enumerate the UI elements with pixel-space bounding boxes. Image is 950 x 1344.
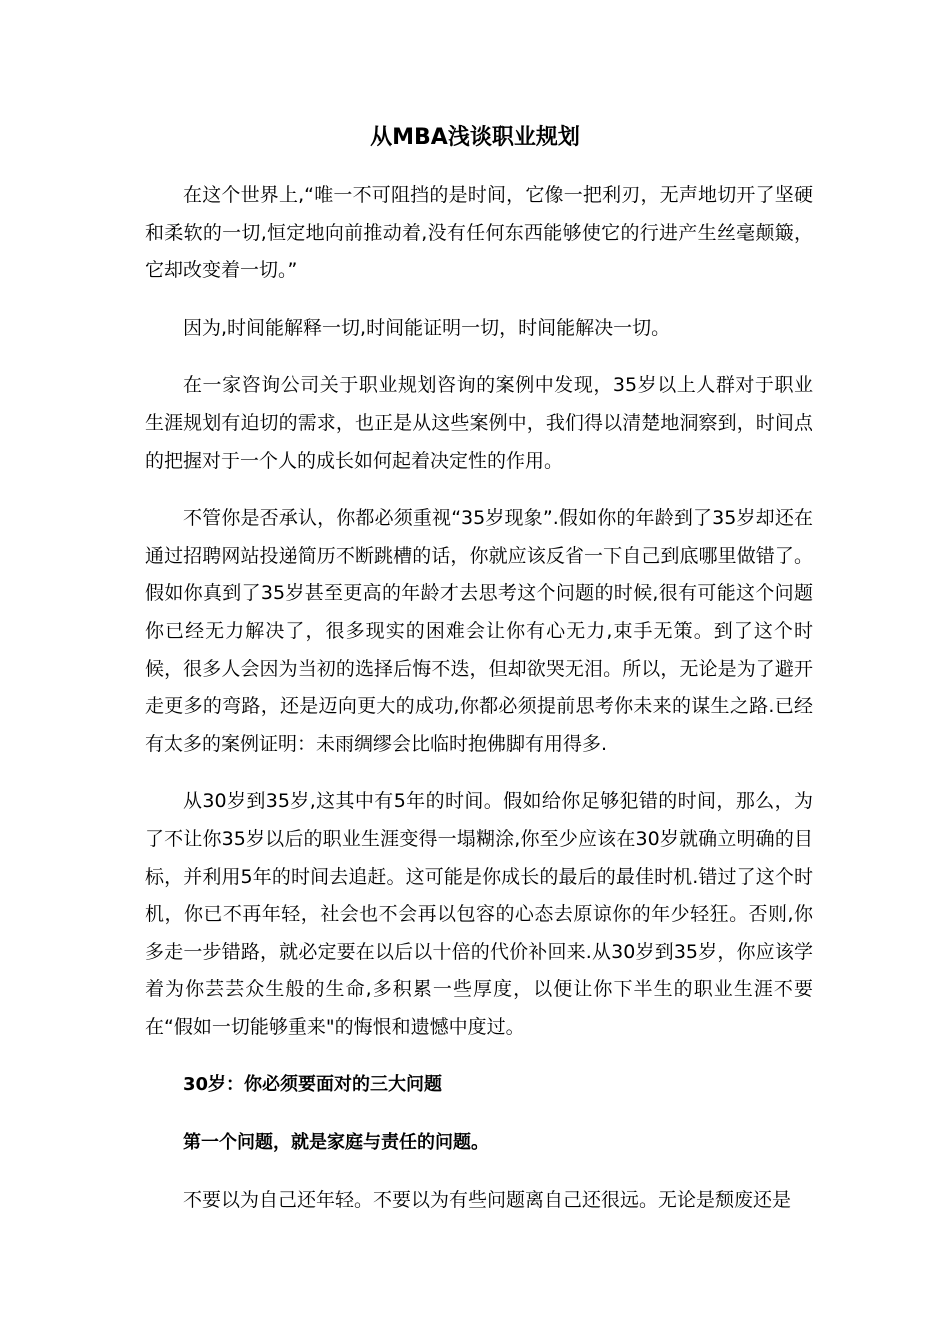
paragraph-4: 不管你是否承认，你都必须重视“35岁现象”.假如你的年龄到了35岁却还在通过招聘网站投递简历不断跳槽的话，你就应该反省一下自己到底哪里做错了。假如你真到了35岁甚至更高的年龄才去思考这个问题的时候,很有可能这个问题你已经无力解决了，很多现实的困难会让你有心无力,束手无策。到了这个时候，很多人会因为当初的选择后悔不迭，但却欲哭无泪。所以，无论是为了避开走更多的弯路，还是迈向更大的成功,你都必须提前思考你未来的谋生之路.已经有太多的案例证明：未雨绸缪会比临时抱佛脚有用得多. [145,507,813,755]
paragraph-6: 不要以为自己还年轻。不要以为有些问题离自己还很远。无论是颓废还是 [183,1188,792,1211]
paragraph-3: 在一家咨询公司关于职业规划咨询的案例中发现，35岁以上人群对于职业生涯规划有迫切的需求，也正是从这些案例中，我们得以清楚地洞察到，时间点的把握对于一个人的成长如何起着决定性的作用。 [145,374,813,472]
document-title: 从MBA浅谈职业规划 [370,125,580,150]
section-heading: 30岁：你必须要面对的三大问题 [183,1074,443,1096]
paragraph-5: 从30岁到35岁,这其中有5年的时间。假如给你足够犯错的时间，那么，为了不让你35岁以后的职业生涯变得一塌糊涂,你至少应该在30岁就确立明确的目标，并利用5年的时间去追赶。这可能是你成长的最后的最佳时机.错过了这个时机，你已不再年轻，社会也不会再以包容的心态去原谅你的年少轻狂。否则,你多走一步错路，就必定要在以后以十倍的代价补回来.从30岁到35岁，你应该学着为你芸芸众生般的生命,多积累一些厚度，以便让你下半生的职业生涯不要在“假如一切能够重来"的悔恨和遗憾中度过。 [145,790,813,1038]
document-body [145,177,813,1239]
paragraph-2: 因为,时间能解释一切,时间能证明一切，时间能解决一切。 [183,316,671,339]
paragraph-1: 在这个世界上,“唯一不可阻挡的是时间，它像一把利刃，无声地切开了坚硬和柔软的一切,恒定地向前推动着,没有任何东西能够使它的行进产生丝毫颠簸，它却改变着一切。” [145,184,813,282]
subsection-heading: 第一个问题，就是家庭与责任的问题。 [183,1132,489,1154]
